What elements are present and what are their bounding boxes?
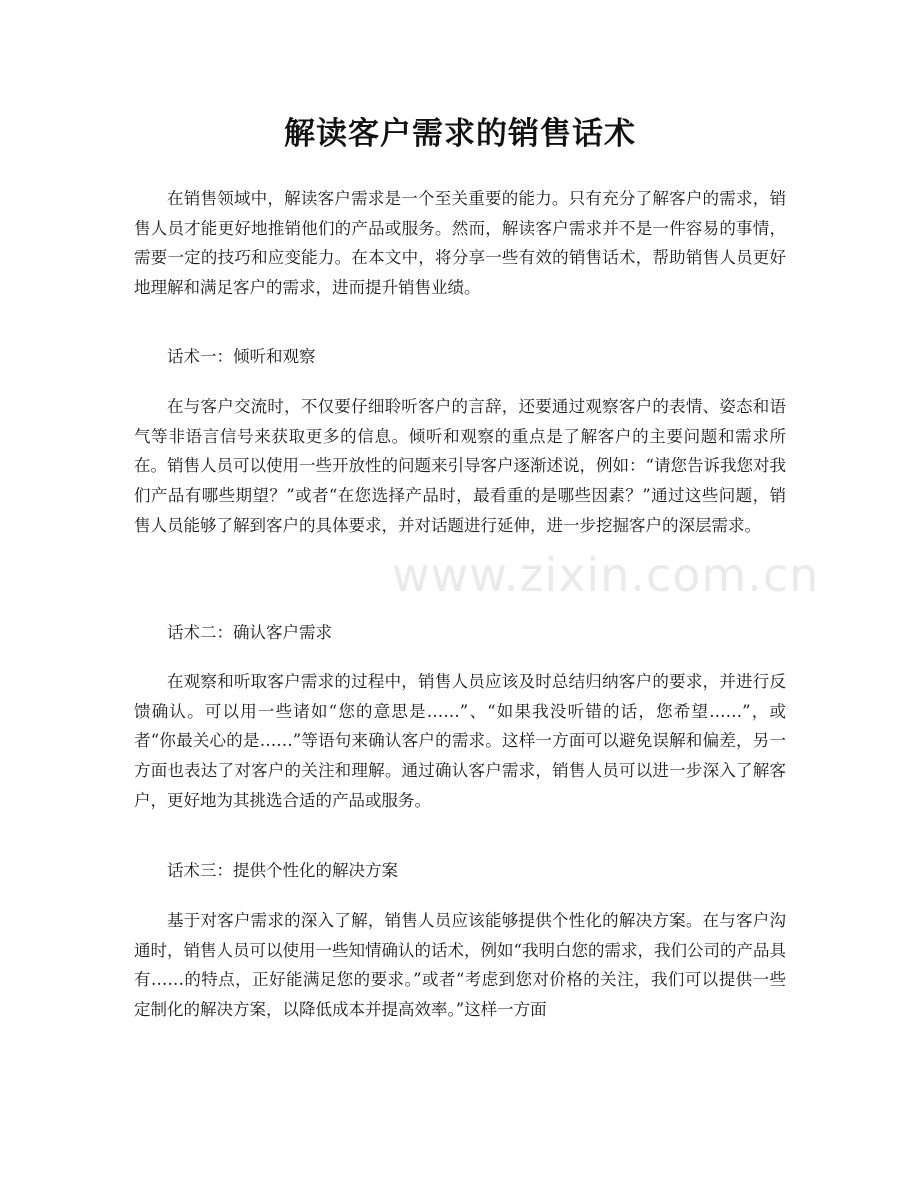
document-title: 解读客户需求的销售话术 (284, 116, 636, 152)
section-paragraph-1: 在与客户交流时，不仅要仔细聆听客户的言辞，还要通过观察客户的表情、姿态和语气等非语言信号来获取更多的信息。倾听和观察的重点是了解客户的主要问题和需求所在。销售人员可以使用一些开放性的问题来引导客户逐渐述说，例如：“请您告诉我您对我们产品有哪些期望？”或者“在您选择产品时，最看重的是哪些因素？”通过这些问题，销售人员能够了解到客户的具体要求，并对话题进行延伸，进一步挖掘客户的深层需求。 (134, 397, 786, 535)
section-heading-1: 话术一：倾听和观察 (167, 347, 316, 366)
section-heading-3: 话术三：提供个性化的解决方案 (167, 861, 398, 880)
intro-paragraph: 在销售领域中，解读客户需求是一个至关重要的能力。只有充分了解客户的需求，销售人员才能更好地推销他们的产品或服务。然而，解读客户需求并不是一件容易的事情，需要一定的技巧和应变能力。在本文中，将分享一些有效的销售话术，帮助销售人员更好地理解和满足客户的需求，进而提升销售业绩。 (134, 189, 786, 298)
section-heading-2: 话术二：确认客户需求 (167, 623, 332, 642)
watermark: www.zixin.com.cn (392, 548, 820, 602)
section-paragraph-3: 基于对客户需求的深入了解，销售人员应该能够提供个性化的解决方案。在与客户沟通时，销售人员可以使用一些知情确认的话术，例如“我明白您的需求，我们公司的产品具有……的特点，正好能满足您的要求。”或者“考虑到您对价格的关注，我们可以提供一些定制化的解决方案，以降低成本并提高效率。”这样一方面 (134, 911, 786, 1020)
section-paragraph-2: 在观察和听取客户需求的过程中，销售人员应该及时总结归纳客户的要求，并进行反馈确认。可以用一些诸如“您的意思是……”、“如果我没听错的话，您希望……”，或者“你最关心的是……”等语句来确认客户的需求。这样一方面可以避免误解和偏差，另一方面也表达了对客户的关注和理解。通过确认客户需求，销售人员可以进一步深入了解客户，更好地为其挑选合适的产品或服务。 (134, 672, 786, 810)
